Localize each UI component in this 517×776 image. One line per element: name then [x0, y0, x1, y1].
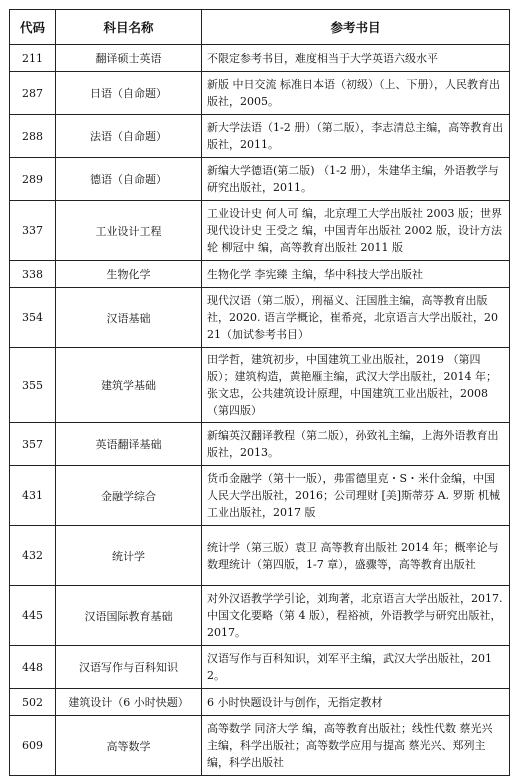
row-code: 357 — [10, 423, 56, 466]
row-code: 431 — [10, 466, 56, 526]
row-code: 502 — [10, 689, 56, 716]
table-row — [10, 45, 510, 72]
row-subject: 高等数学 — [56, 716, 202, 776]
row-subject: 建筑设计（6 小时快题） — [56, 689, 202, 716]
table-row — [10, 646, 510, 689]
row-code: 445 — [10, 586, 56, 646]
row-subject: 翻译硕士英语 — [56, 45, 202, 72]
row-reference: 统计学（第三版）袁卫 高等教育出版社 2014 年；概率论与数理统计（第四版，1-7 章），盛骤等，高等教育出版社 — [202, 526, 510, 586]
table-row — [10, 348, 510, 423]
row-reference: 现代汉语（第二版），刑福义、汪国胜主编，高等教育出版社，2020. 语言学概论，崔希亮，北京语言大学出版社，2021（加试参考书目） — [202, 288, 510, 348]
table-row — [10, 288, 510, 348]
reference-books-table — [9, 9, 510, 776]
row-reference: 生物化学 李宪臻 主编，华中科技大学出版社 — [202, 261, 510, 288]
row-reference: 新编大学德语(第二版) （1-2 册），朱建华主编，外语教学与研究出版社，2011。 — [202, 158, 510, 201]
header-code: 代码 — [10, 10, 56, 45]
row-code: 211 — [10, 45, 56, 72]
table-row — [10, 586, 510, 646]
header-subject: 科目名称 — [56, 10, 202, 45]
row-subject: 日语（自命题） — [56, 72, 202, 115]
table-row — [10, 716, 510, 776]
row-reference: 田学哲，建筑初步，中国建筑工业出版社，2019 （第四版）；建筑构造，黄艳雁主编，武汉大学出版社，2014 年；张文忠，公共建筑设计原理，中国建筑工业出版社，2008（第四版） — [202, 348, 510, 423]
table-row — [10, 201, 510, 261]
row-reference: 货币金融学（第十一版），弗雷德里克・S・米什金编，中国人民大学出版社，2016；公司理财 [美]斯蒂芬 A. 罗斯 机械工业出版社，2017 版 — [202, 466, 510, 526]
row-code: 354 — [10, 288, 56, 348]
row-subject: 金融学综合 — [56, 466, 202, 526]
row-subject: 英语翻译基础 — [56, 423, 202, 466]
row-reference: 新大学法语（1-2 册）（第二版），李志清总主编，高等教育出版社，2011。 — [202, 115, 510, 158]
row-subject: 建筑学基础 — [56, 348, 202, 423]
row-reference: 不限定参考书目，难度相当于大学英语六级水平 — [202, 45, 510, 72]
row-code: 432 — [10, 526, 56, 586]
row-code: 287 — [10, 72, 56, 115]
row-code: 288 — [10, 115, 56, 158]
row-code: 337 — [10, 201, 56, 261]
table-row — [10, 423, 510, 466]
row-reference: 新编英汉翻译教程（第二版），孙致礼主编，上海外语教育出版社，2013。 — [202, 423, 510, 466]
row-subject: 法语（自命题） — [56, 115, 202, 158]
reference-table-container — [9, 9, 510, 776]
row-code: 289 — [10, 158, 56, 201]
table-row — [10, 466, 510, 526]
row-subject: 汉语国际教育基础 — [56, 586, 202, 646]
table-header-row — [10, 10, 510, 45]
row-code: 448 — [10, 646, 56, 689]
row-subject: 工业设计工程 — [56, 201, 202, 261]
row-reference: 6 小时快题设计与创作，无指定教材 — [202, 689, 510, 716]
table-row — [10, 689, 510, 716]
row-reference: 新版 中日交流 标准日本语（初级）（上、下册），人民教育出版社，2005。 — [202, 72, 510, 115]
row-reference: 工业设计史 何人可 编，北京理工大学出版社 2003 版；世界现代设计史 王受之 编，中国青年出版社 2002 版，设计方法轮 柳冠中 编，高等教育出版社 2011 版 — [202, 201, 510, 261]
row-subject: 汉语写作与百科知识 — [56, 646, 202, 689]
row-reference: 汉语写作与百科知识，刘军平主编，武汉大学出版社，2012。 — [202, 646, 510, 689]
row-subject: 汉语基础 — [56, 288, 202, 348]
row-code: 609 — [10, 716, 56, 776]
row-reference: 对外汉语教学学引论，刘珣著，北京语言大学出版社，2017. 中国文化要略（第 4 版），程裕祯，外语教学与研究出版社，2017。 — [202, 586, 510, 646]
row-subject: 生物化学 — [56, 261, 202, 288]
table-row — [10, 115, 510, 158]
row-code: 338 — [10, 261, 56, 288]
row-subject: 德语（自命题） — [56, 158, 202, 201]
table-row — [10, 261, 510, 288]
header-reference: 参考书目 — [202, 10, 510, 45]
table-row — [10, 526, 510, 586]
row-code: 355 — [10, 348, 56, 423]
row-reference: 高等数学 同济大学 编，高等教育出版社；线性代数 蔡光兴 主编，科学出版社；高等数学应用与提高 蔡光兴、郑列主编，科学出版社 — [202, 716, 510, 776]
row-subject: 统计学 — [56, 526, 202, 586]
table-row — [10, 72, 510, 115]
table-row — [10, 158, 510, 201]
